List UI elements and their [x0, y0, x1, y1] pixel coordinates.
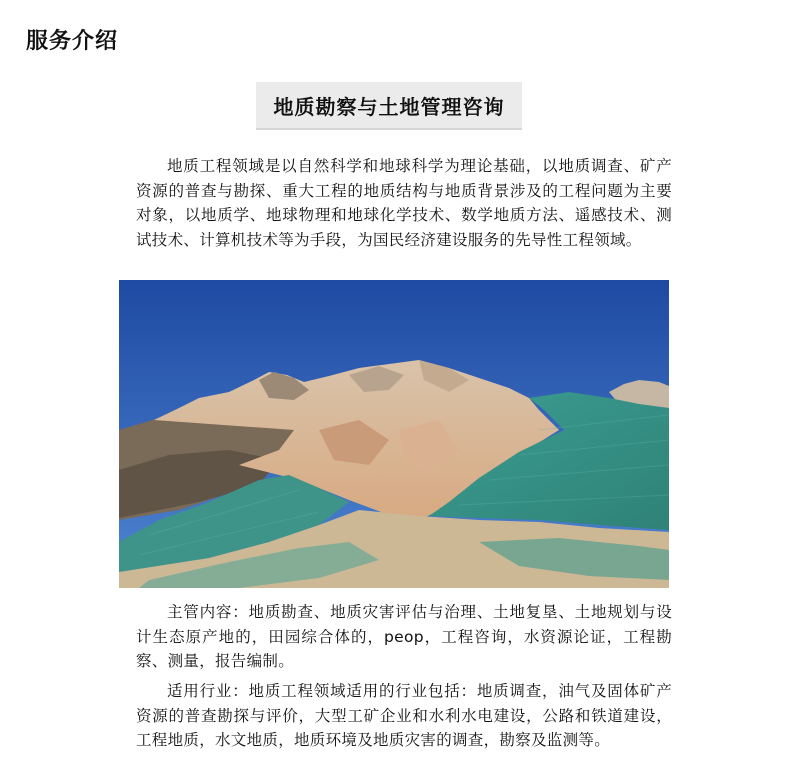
section-heading: 服务介绍 [26, 29, 119, 54]
services-paragraph: 主管内容：地质勘查、地质灾害评估与治理、土地复垦、土地规划与设计生态原产地的，田园综合体的，peop，工程咨询，水资源论证，工程勘察、测量，报告编制。 [136, 603, 672, 670]
industries-paragraph: 适用行业：地质工程领域适用的行业包括：地质调查，油气及固体矿产资源的普查勘探与评价，大型工矿企业和水利水电建设，公路和铁道建设，工程地质，水文地质，地质环境及地质灾害的调查，勘察及监测等。 [136, 682, 672, 749]
intro-paragraph: 地质工程领域是以自然科学和地球科学为理论基础，以地质调查、矿产资源的普查与勘探、重大工程的地质结构与地质背景涉及的工程问题为主要对象，以地质学、地球物理和地球化学技术、数学地质方法、遥感技术、测试技术、计算机技术等为手段，为国民经济建设服务的先导性工程领域。 [136, 157, 672, 249]
page-title: 地质勘察与土地管理咨询 [256, 82, 522, 130]
hillside-photo [119, 280, 669, 588]
